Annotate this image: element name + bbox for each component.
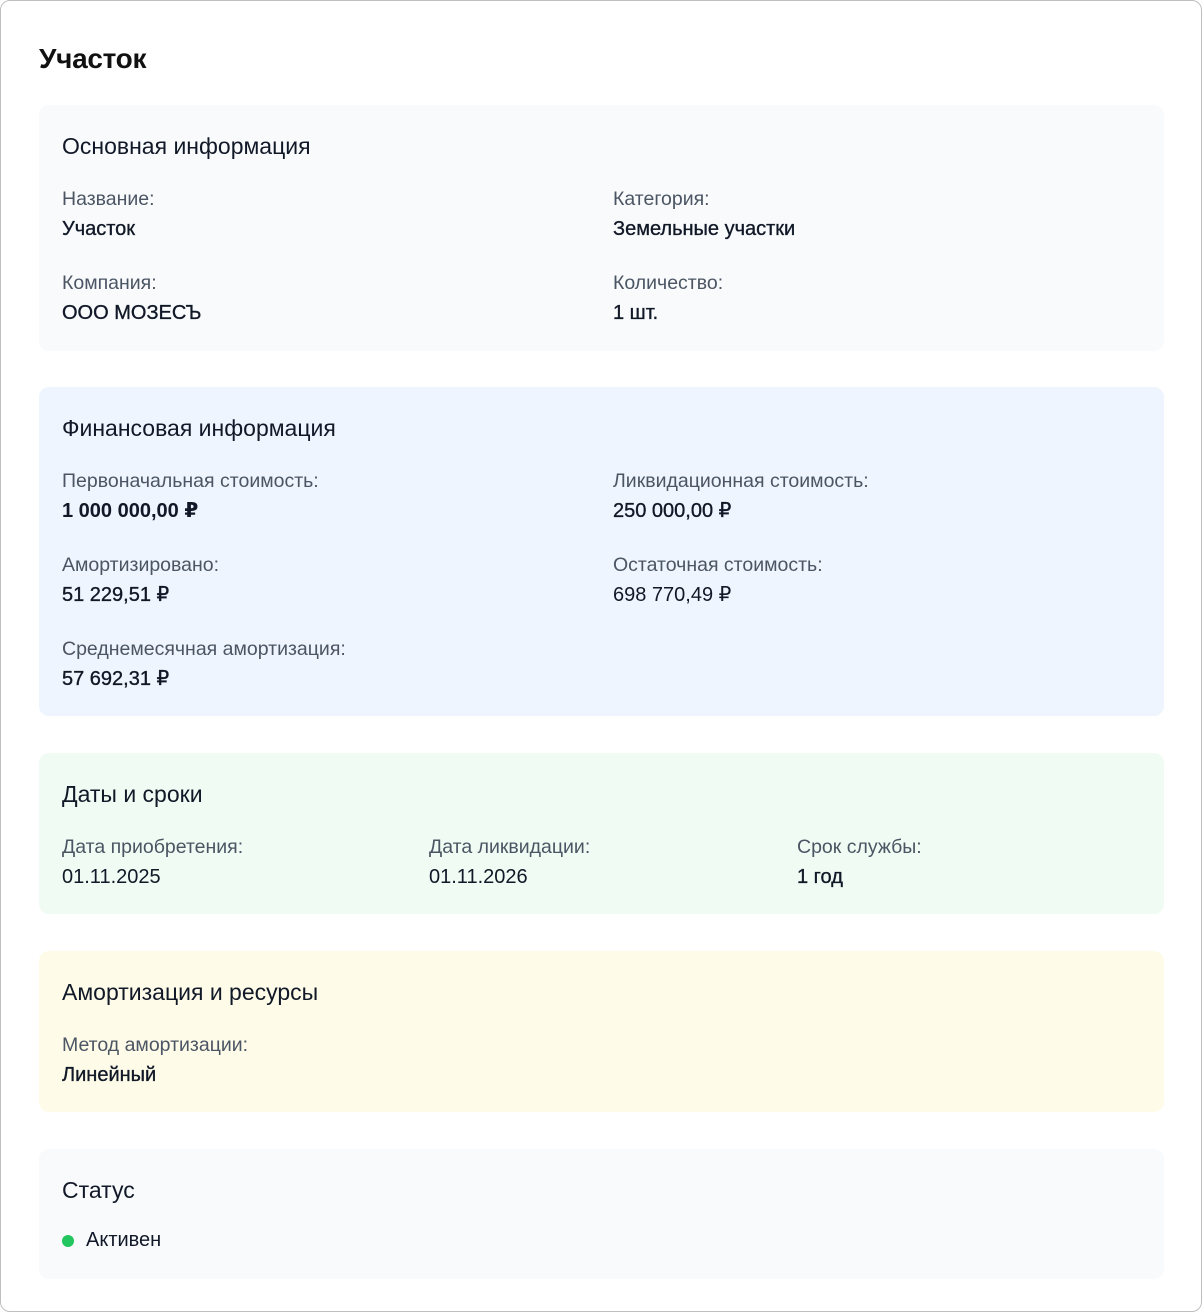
residual-cost-field xyxy=(613,553,823,607)
depreciated-label: Амортизировано: xyxy=(62,554,220,576)
method-label: Метод амортизации: xyxy=(62,1034,249,1056)
name-label: Название: xyxy=(62,188,155,210)
company-field xyxy=(62,271,201,325)
liquidation-cost-label: Ликвидационная стоимость: xyxy=(613,470,869,492)
liquidation-cost-field xyxy=(613,469,869,523)
acquisition-date-value: 01.11.2025 xyxy=(62,866,161,888)
basic-info-section xyxy=(39,105,1164,351)
name-value: Участок xyxy=(62,218,136,240)
acquisition-date-field xyxy=(62,835,243,889)
company-label: Компания: xyxy=(62,272,157,294)
quantity-value: 1 шт. xyxy=(613,302,659,324)
status-row xyxy=(62,1229,161,1252)
basic-info-heading: Основная информация xyxy=(62,133,311,159)
initial-cost-label: Первоначальная стоимость: xyxy=(62,470,319,492)
finance-info-heading: Финансовая информация xyxy=(62,415,336,441)
liquidation-date-label: Дата ликвидации: xyxy=(429,836,591,858)
liquidation-cost-value: 250 000,00 ₽ xyxy=(613,500,732,522)
status-section xyxy=(39,1149,1164,1279)
residual-cost-label: Остаточная стоимость: xyxy=(613,554,823,576)
dates-section xyxy=(39,753,1164,914)
category-field xyxy=(613,187,795,241)
company-value: ООО МОЗЕСЪ xyxy=(62,302,202,324)
acquisition-date-label: Дата приобретения: xyxy=(62,836,244,858)
status-heading: Статус xyxy=(62,1177,135,1203)
method-value: Линейный xyxy=(62,1064,157,1086)
initial-cost-field xyxy=(62,469,319,523)
category-label: Категория: xyxy=(613,188,710,210)
service-life-field xyxy=(797,835,922,889)
liquidation-date-field xyxy=(429,835,590,889)
depreciated-value: 51 229,51 ₽ xyxy=(62,584,170,606)
liquidation-date-value: 01.11.2026 xyxy=(429,866,528,888)
category-value: Земельные участки xyxy=(613,218,796,240)
quantity-label: Количество: xyxy=(613,272,724,294)
service-life-label: Срок службы: xyxy=(797,836,922,858)
quantity-field xyxy=(613,271,723,325)
monthly-depreciation-field xyxy=(62,637,346,691)
initial-cost-value: 1 000 000,00 ₽ xyxy=(62,500,199,522)
method-field xyxy=(62,1033,248,1087)
monthly-depreciation-value: 57 692,31 ₽ xyxy=(62,668,170,690)
dates-heading: Даты и сроки xyxy=(62,781,203,807)
residual-cost-value: 698 770,49 ₽ xyxy=(613,584,732,606)
finance-info-section xyxy=(39,387,1164,716)
depreciated-field xyxy=(62,553,219,607)
page-title: Участок xyxy=(39,43,147,74)
amortization-heading: Амортизация и ресурсы xyxy=(62,979,319,1005)
monthly-depreciation-label: Среднемесячная амортизация: xyxy=(62,638,346,660)
service-life-value: 1 год xyxy=(797,866,843,888)
name-field xyxy=(62,187,155,241)
status-dot-icon xyxy=(62,1235,74,1247)
status-badge: Активен xyxy=(86,1229,162,1251)
amortization-section xyxy=(39,951,1164,1112)
